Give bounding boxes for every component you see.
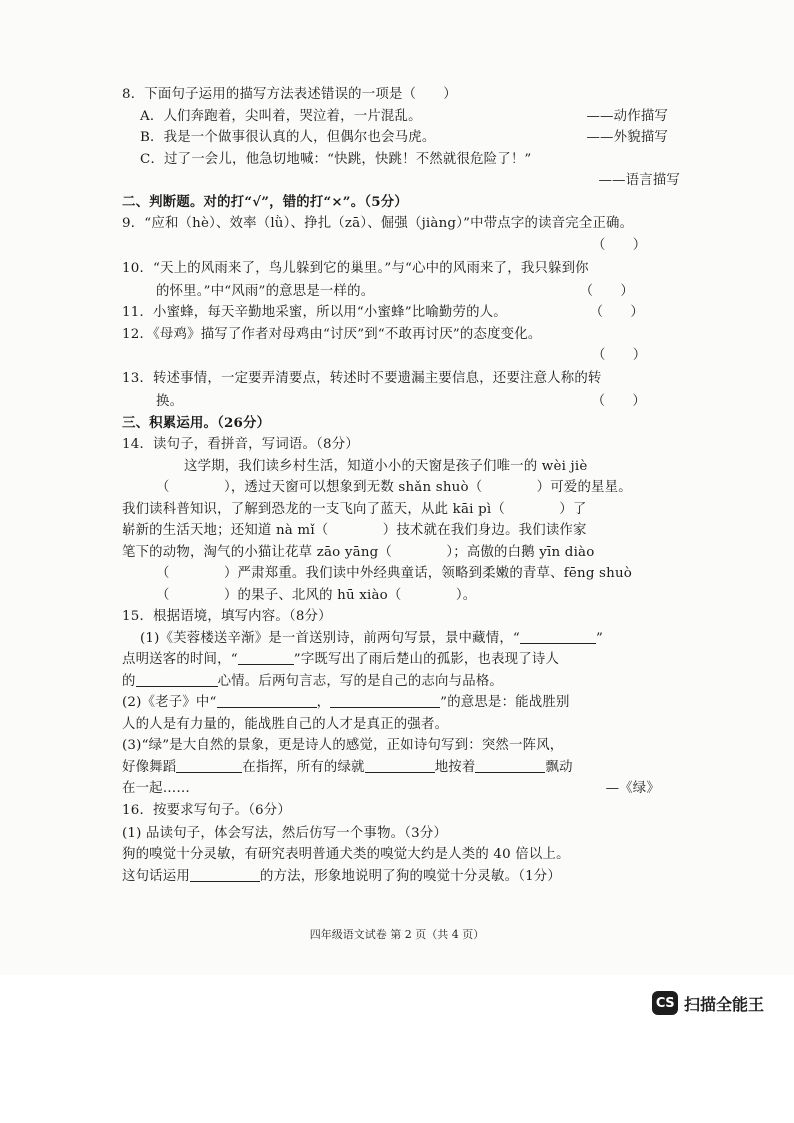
- q14-line-2: （ ），透过天窗可以想象到无数 shǎn shuò（ ）可爱的星星。: [156, 480, 632, 495]
- q11-text: 11．小蜜蜂，每天辛勤地采蜜，所以用“小蜜蜂”比喻勤劳的人。: [122, 305, 507, 320]
- q10-paren: （ ）: [579, 283, 634, 299]
- q15-part1-text-e: 的: [122, 673, 136, 689]
- q10-line2: [122, 281, 682, 303]
- q8-option-c: C．过了一会儿，他急切地喊：“快跳，快跳！不然就很危险了！”: [140, 151, 532, 167]
- q15-blank-4[interactable]: [217, 693, 317, 708]
- exam-content: [122, 84, 682, 887]
- q15-blank-1[interactable]: [520, 629, 596, 644]
- q16-text-a: 这句话运用: [122, 868, 190, 884]
- q14-line-1: 这学期，我们读乡村生活，知道小小的天窗是孩子们唯一的 wèi jiè: [184, 458, 588, 474]
- q15-blank-3[interactable]: [136, 672, 218, 687]
- q8-option-b-tag: ——外貌描写: [586, 130, 668, 145]
- q14-line-7: （ ）的果子、北风的 hū xiào（ ）。: [156, 587, 477, 603]
- q16-part1-answer: [122, 866, 682, 888]
- q11-paren: （ ）: [589, 305, 644, 320]
- q8-option-c-tag-line: [122, 170, 682, 192]
- q15-part1-text-d: ”字既写出了雨后楚山的孤影，也表现了诗人: [293, 652, 560, 667]
- q15-part2-line1: [122, 692, 682, 714]
- q15-part3-text-e: 飘动: [545, 759, 573, 775]
- q15-part2-line2: 人的人是有力量的，能战胜自己的人才是真正的强者。: [122, 716, 449, 732]
- q12-paren: （ ）: [592, 348, 647, 363]
- q15-part3-text-d: 地按着: [434, 759, 476, 775]
- q15-blank-6[interactable]: [176, 758, 242, 773]
- q8-option-c-tag: ——语言描写: [598, 173, 680, 188]
- q13-line2-text: 换。: [156, 394, 184, 409]
- q14-line-3: 我们读科普知识，了解到恐龙的一支飞向了蓝天，从此 kāi pì（ ）了: [122, 501, 587, 517]
- q15-part1-text-c: 点明送客的时间，“: [122, 652, 238, 667]
- camscanner-watermark: [652, 990, 764, 1016]
- q14-stem: 14．读句子，看拼音，写词语。（8分）: [122, 437, 359, 452]
- q14-line-6: （ ）严肃郑重。我们读中外经典童话，领略到柔嫩的青草、fēng shuò: [156, 566, 633, 581]
- q15-blank-2[interactable]: [238, 650, 294, 665]
- q15-part3-line3: [122, 778, 682, 800]
- q15-part3-text-b: 好像舞蹈: [122, 759, 177, 775]
- q16-part1: (1) 品读句子，体会写法，然后仿写一个事物。（3分）: [122, 825, 448, 841]
- q10-line2-text: 的怀里。”中“风雨”的意思是一样的。: [156, 283, 375, 299]
- q15-part3-line2: [122, 757, 682, 779]
- q16-blank-1[interactable]: [190, 867, 260, 882]
- q15-part2-text-b: ，: [316, 695, 331, 710]
- q15-stem: 15．根据语境，填写内容。（8分）: [122, 609, 332, 624]
- q8-option-a-tag: ——动作描写: [586, 108, 668, 124]
- q15-part2-text-a: (2)《老子》中“: [122, 695, 217, 710]
- page-footer: 四年级语文试卷 第 2 页（共 4 页）: [309, 928, 485, 941]
- q16-sentence: 狗的嗅觉十分灵敏，有研究表明普通犬类的嗅觉大约是人类的 40 倍以上。: [122, 847, 570, 862]
- q15-part1-line3: [122, 671, 682, 693]
- q15-part1-line1: [122, 628, 682, 650]
- q15-part3-text-c: 在指挥，所有的绿就: [242, 759, 365, 775]
- q15-blank-8[interactable]: [475, 758, 545, 773]
- q15-part3-line1: (3)“绿”是大自然的景象，更是诗人的感觉，正如诗句写到：突然一阵风，: [122, 738, 564, 753]
- q15-blank-7[interactable]: [365, 758, 435, 773]
- q16-text-b: 的方法，形象地说明了狗的嗅觉十分灵敏。（1分）: [259, 868, 561, 884]
- q15-poem-source: —《绿》: [605, 781, 660, 796]
- q13-line1: 13．转述事情，一定要弄清要点，转述时不要遗漏主要信息，还要注意人称的转: [122, 371, 602, 386]
- section-2-title: 二、判断题。对的打“√”，错的打“×”。（5分）: [122, 193, 408, 210]
- section-3-title: 三、积累运用。（26分）: [122, 414, 271, 431]
- q15-part1-line2: [122, 649, 682, 671]
- q16-stem: 16．按要求写句子。（6分）: [122, 802, 291, 818]
- q15-part3-text-f: 在一起……: [122, 781, 190, 796]
- q8-stem: 8．下面句子运用的描写方法表述错误的一项是（ ）: [122, 87, 457, 102]
- q8-option-a: [122, 106, 682, 128]
- q13-paren: （ ）: [591, 394, 646, 409]
- q8-option-b: [122, 127, 682, 149]
- q8-option-b-text: B．我是一个做事很认真的人，但偶尔也会马虎。: [140, 130, 436, 145]
- q12-text: 12．《母鸡》描写了作者对母鸡由“讨厌”到“不敢再讨厌”的态度变化。: [122, 326, 542, 342]
- q15-part2-text-c: ”的意思是：能战胜别: [440, 695, 570, 710]
- q13-line2: [122, 391, 682, 413]
- camscanner-name: 扫描全能王: [684, 994, 765, 1014]
- q14-line-4: 崭新的生活天地；还知道 nà mǐ（ ）技术就在我们身边。我们读作家: [122, 523, 587, 538]
- q15-blank-5[interactable]: [330, 693, 440, 708]
- q9-text: 9．“应和（hè）、效率（lǜ）、挣扎（zā）、倔强（jiàng）”中带点字的读音完全正确。: [122, 216, 634, 231]
- q8-option-a-text: A．人们奔跑着，尖叫着，哭泣着，一片混乱。: [140, 108, 422, 124]
- q15-part1-text-f: 心情。后两句言志，写的是自己的志向与品格。: [217, 673, 503, 689]
- q11: [122, 302, 682, 324]
- q9-paren: （ ）: [592, 237, 647, 253]
- camscanner-logo: CS: [652, 991, 678, 1015]
- q14-line-5: 笔下的动物，淘气的小猫让花草 zāo yāng（ ）；高傲的白鹅 yīn diào: [122, 544, 595, 560]
- q10-line1: 10．“天上的风雨来了，鸟儿躲到它的巢里。”与“心中的风雨来了，我只躲到你: [122, 260, 589, 276]
- q15-part1-text-a: (1)《芙蓉楼送辛渐》是一首送别诗，前两句写景，景中藏情，“: [140, 630, 520, 646]
- q15-part1-text-b: ”: [595, 630, 604, 646]
